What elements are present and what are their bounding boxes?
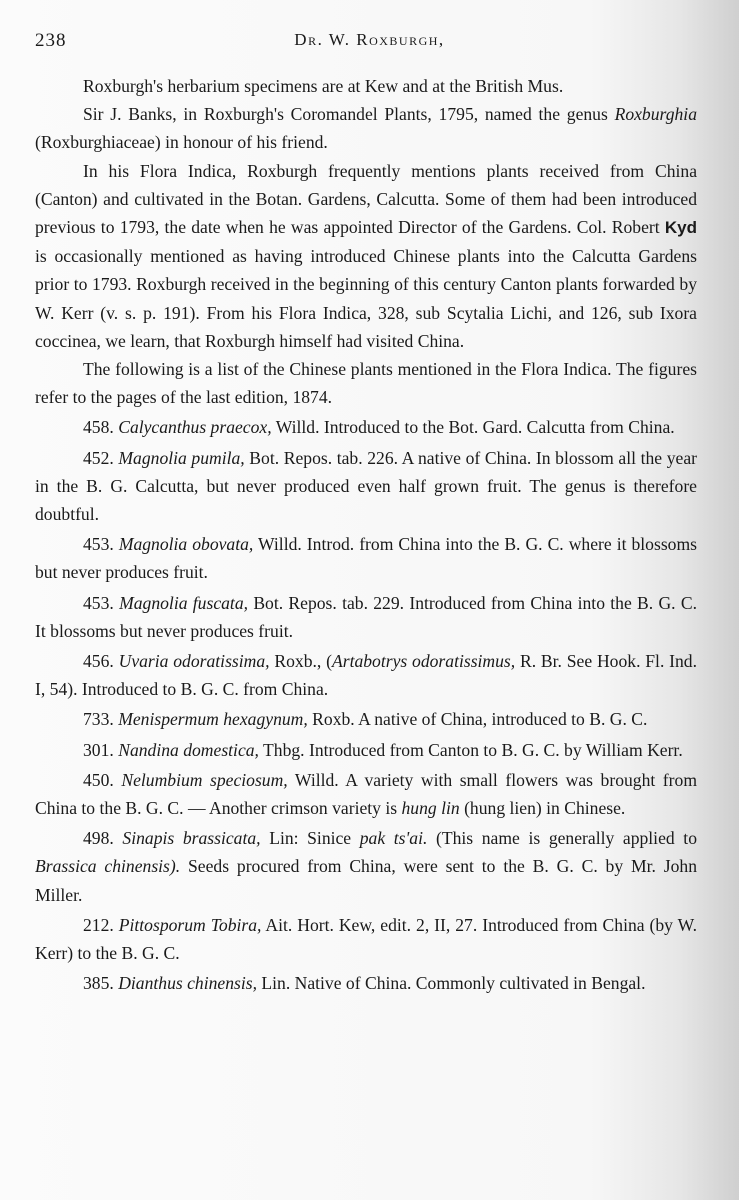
entry-page-number: 452.: [83, 447, 114, 468]
paragraph-text: is occasionally mentioned as having introduced Chinese plants into the Calcutta Gardens prior to 1793. Roxburgh received in the beginning of this century Canton plants forwarded by W. Kerr (v. s. p. 191). From his Flora Indica, 328, sub Scytalia Lichi, and 126, sub Ixora coccinea, we learn, that Roxburgh himself had visited China.: [35, 246, 697, 351]
paragraph-text: Sir J. Banks, in Roxburgh's Coromandel Plants, 1795, named the genus: [83, 104, 615, 125]
entry-page-number: 301.: [83, 739, 114, 760]
plant-name: Menispermum hexagynum,: [118, 709, 308, 730]
paragraph-text: (Roxburghiaceae) in honour of his friend.: [35, 132, 328, 153]
entry-page-number: 733.: [83, 709, 114, 730]
plant-name: Calycanthus praecox,: [118, 417, 272, 438]
running-title: Dr. W. Roxburgh,: [294, 30, 445, 49]
entry-page-number: 458.: [83, 417, 114, 438]
plant-entry: [35, 413, 697, 441]
chinese-name: pak ts'ai.: [359, 828, 428, 849]
entry-text: Roxb. A native of China, introduced to B. G. C.: [307, 709, 648, 730]
plant-entry: [35, 824, 697, 909]
plant-entry: [35, 766, 697, 822]
plant-name-synonym: Artabotrys odoratissimus,: [331, 651, 516, 672]
body-text: [35, 72, 697, 998]
plant-name-synonym: Brassica chinensis).: [35, 856, 181, 877]
page-header: [0, 30, 739, 60]
chinese-name: hung lin: [401, 798, 460, 819]
entry-text: Willd. Introd. from China into the B. G. C. where it blossoms but never produces fruit.: [35, 534, 697, 583]
plant-name: Magnolia obovata,: [118, 534, 254, 555]
entry-page-number: 453.: [83, 592, 114, 613]
entry-text: (This name is generally applied to: [427, 828, 697, 849]
plant-entry: [35, 705, 697, 733]
entry-text: Lin: Sinice: [260, 828, 360, 849]
plant-name: Magnolia pumila,: [118, 447, 245, 468]
plant-name: Nelumbium speciosum,: [121, 769, 288, 790]
paragraph-banks: [35, 100, 697, 156]
entry-text: (hung lien) in Chinese.: [459, 798, 626, 819]
plant-name: Sinapis brassicata,: [122, 828, 261, 849]
person-name-kyd: Kyd: [664, 218, 697, 238]
entry-text: R. Br. See Hook. Fl. Ind. I, 54). Introduced to B. G. C. from China.: [35, 651, 697, 700]
entry-page-number: 456.: [83, 651, 114, 672]
plant-entry: [35, 444, 697, 529]
entry-text: Lin. Native of China. Commonly cultivated in Bengal.: [257, 973, 646, 994]
entry-text: Willd. A variety with small flowers was brought from China to the B. G. C. — Another crimson variety is: [35, 769, 698, 819]
page-number: 238: [35, 30, 67, 51]
entry-text: Bot. Repos. tab. 229. Introduced from China into the B. G. C. It blossoms but never produces fruit.: [35, 592, 697, 641]
entry-page-number: 212.: [83, 914, 114, 935]
entry-page-number: 385.: [83, 973, 114, 994]
plant-name: Uvaria odoratissima,: [118, 651, 270, 672]
plant-entry: [35, 969, 697, 997]
entry-page-number: 498.: [83, 828, 114, 849]
genus-name: Roxburghia: [614, 104, 697, 125]
plant-entry: [35, 736, 697, 764]
plant-name: Magnolia fuscata,: [119, 592, 249, 613]
entry-text: Thbg. Introduced from Canton to B. G. C. by William Kerr.: [258, 739, 683, 760]
plant-entry: [35, 911, 697, 967]
entry-text: Willd. Introduced to the Bot. Gard. Calcutta from China.: [271, 417, 675, 438]
plant-entry: [35, 589, 697, 645]
paragraph-text: In his Flora Indica, Roxburgh frequently mentions plants received from China (Canton) and cultivated in the Botan. Gardens, Calcutta. Some of them had been introduced previous to 1793, the date when he was appointed Director of the Gardens. Col. Robert: [35, 160, 697, 238]
plant-name: Nandina domestica,: [118, 739, 259, 760]
plant-entry: [35, 530, 697, 586]
entry-page-number: 450.: [83, 769, 114, 790]
paragraph-herbarium: Roxburgh's herbarium specimens are at Kew and at the British Mus.: [83, 76, 564, 96]
entry-text: Seeds procured from China, were sent to the B. G. C. by Mr. John Miller.: [35, 856, 698, 905]
plant-name: Pittosporum Tobira,: [118, 914, 262, 935]
paragraph-flora-indica: [35, 157, 697, 355]
plant-entry: [35, 647, 697, 703]
entry-page-number: 453.: [83, 534, 114, 555]
paragraph-list-intro: The following is a list of the Chinese plants mentioned in the Flora Indica. The figures refer to the pages of the last edition, 1874.: [35, 359, 697, 408]
entry-text: Bot. Repos. tab. 226. A native of China. In blossom all the year in the B. G. Calcutta, but never produced even half grown fruit. The genus is therefore doubtful.: [35, 447, 697, 525]
entry-text: Roxb., (: [269, 651, 332, 672]
plant-name: Dianthus chinensis,: [118, 973, 257, 994]
entry-text: Ait. Hort. Kew, edit. 2, II, 27. Introduced from China (by W. Kerr) to the B. G. C.: [35, 914, 697, 964]
